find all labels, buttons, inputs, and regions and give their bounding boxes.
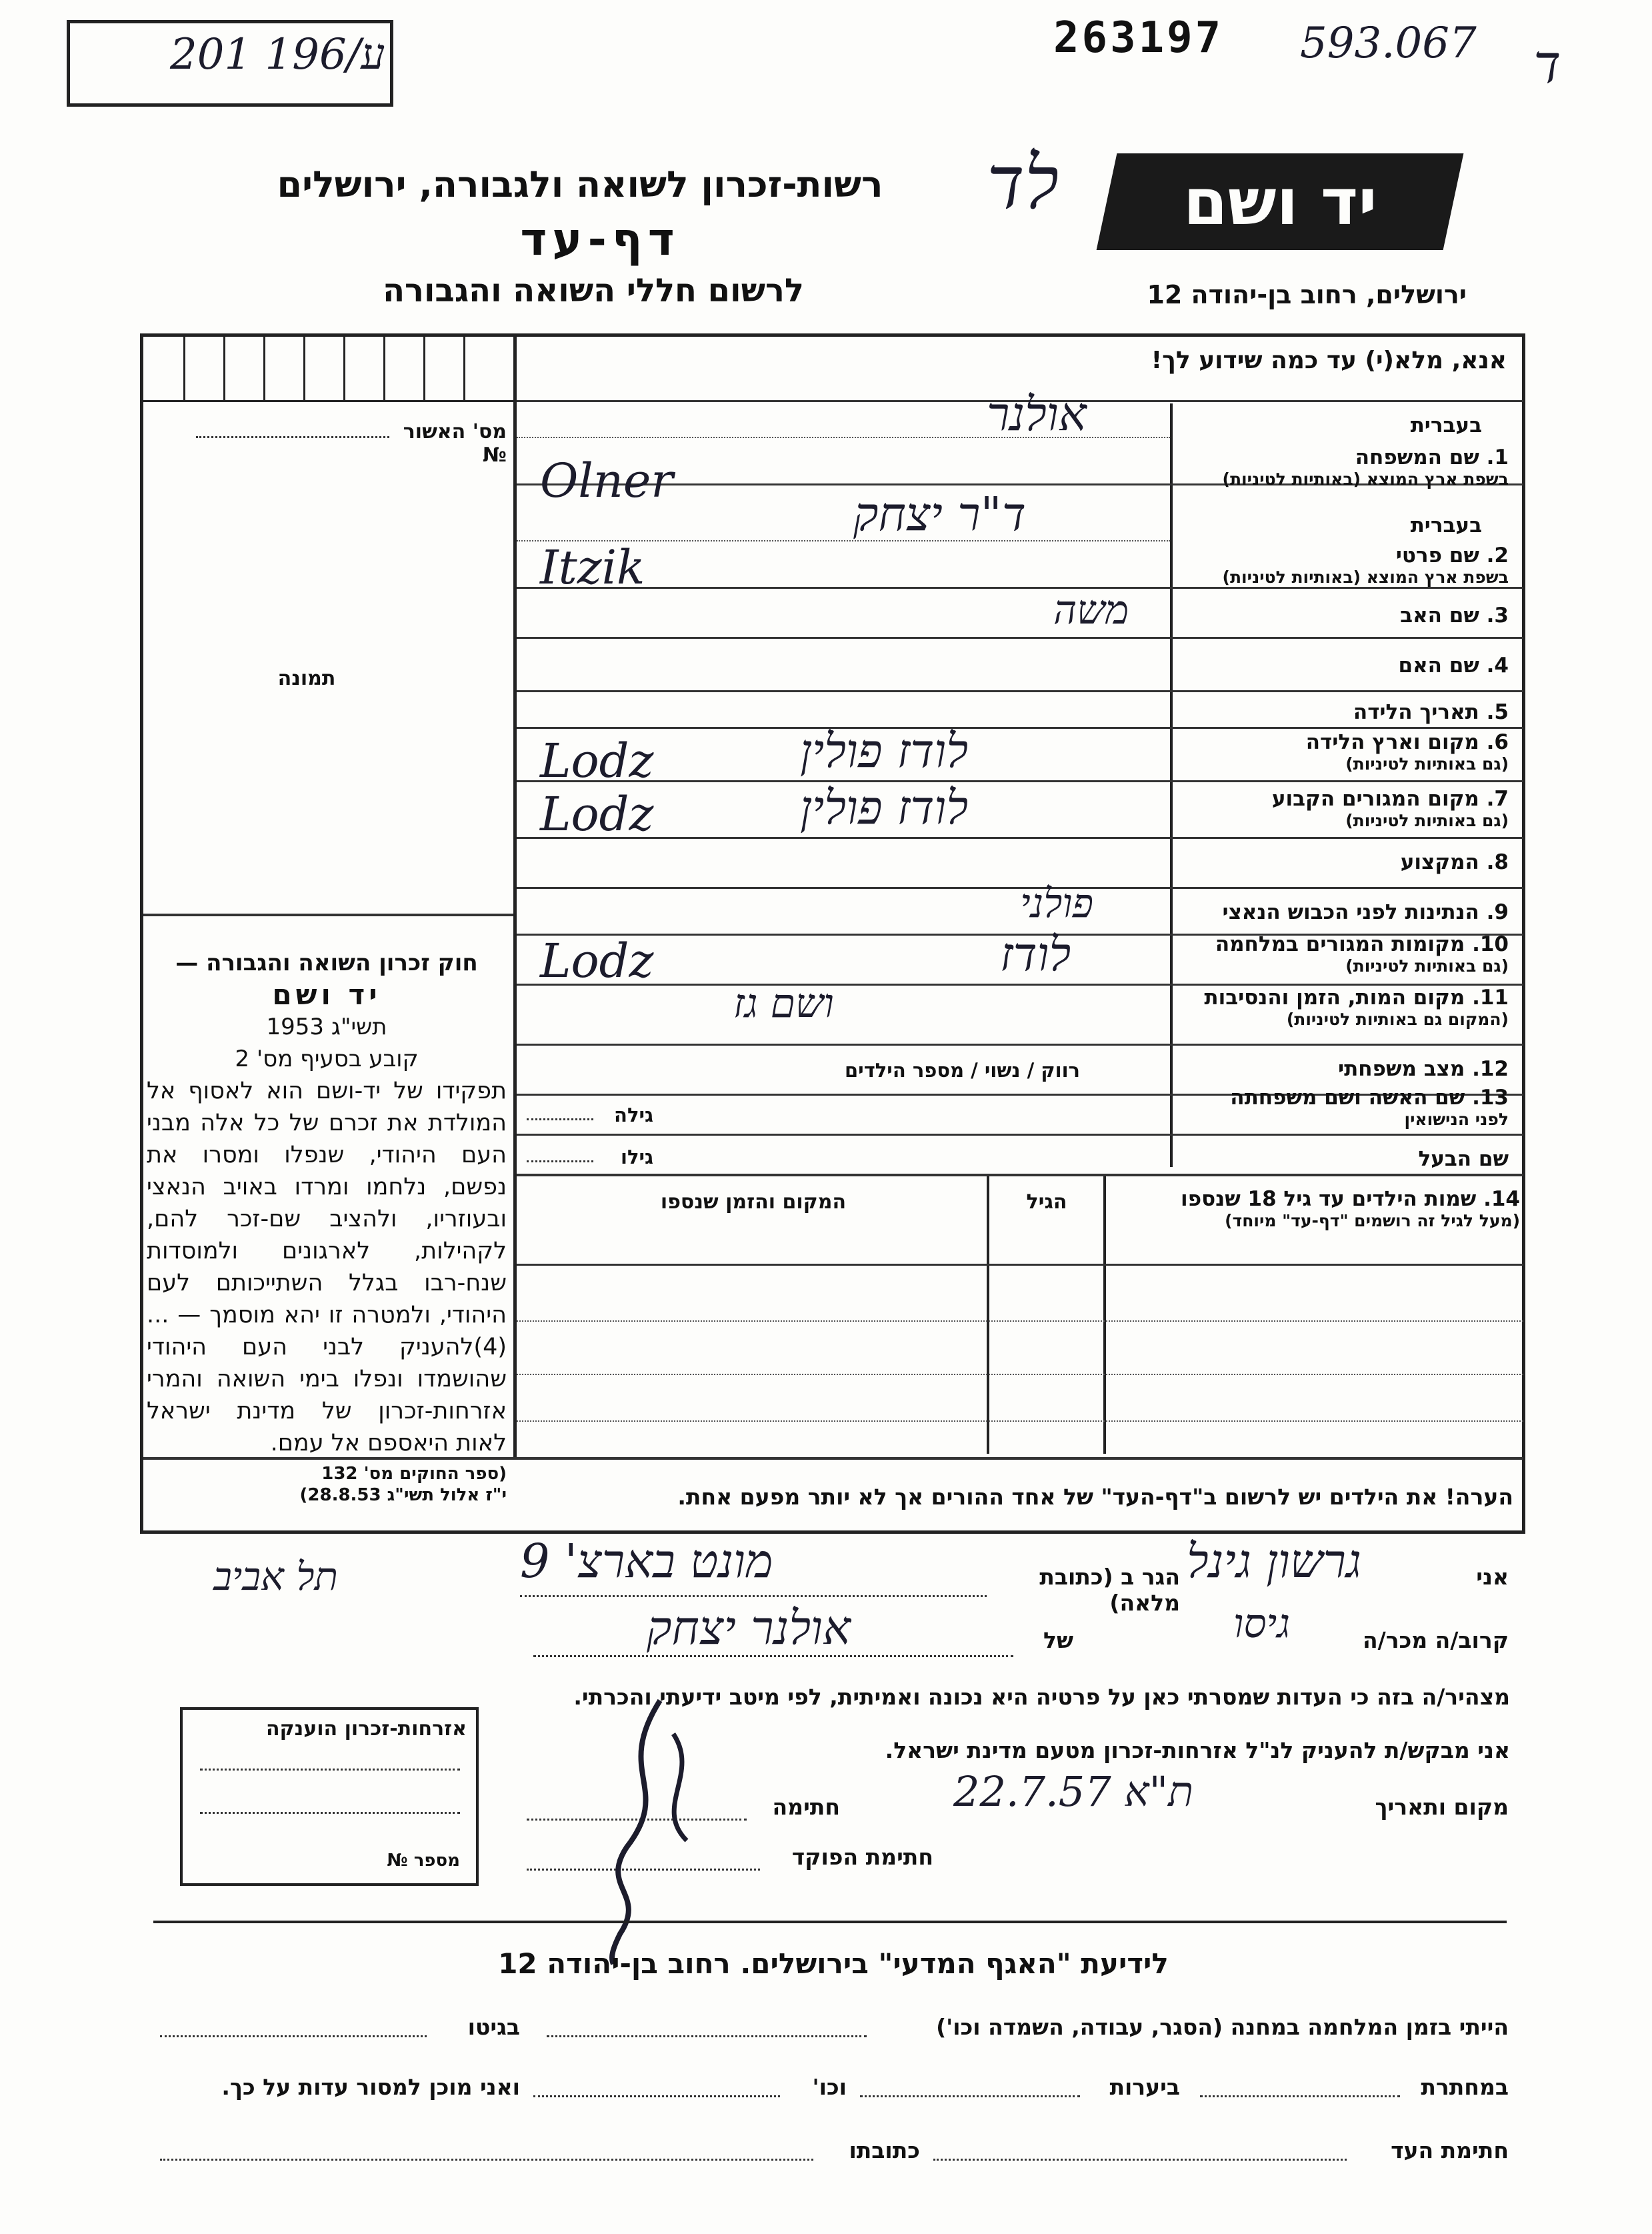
row-divider	[517, 837, 1523, 839]
registration-boxes	[143, 337, 513, 402]
field-2-latin-value[interactable]: Itzik	[540, 540, 645, 595]
field-3-num: 3.	[1486, 604, 1509, 628]
archive-number-handwritten: 593.067	[1300, 19, 1477, 68]
law-ref-line-2: י"ז אלול תשי"ג 28.8.53)	[299, 1485, 507, 1505]
field-6-label	[1306, 730, 1509, 774]
law-clause: קובע בסעיף מס' 2	[235, 1046, 419, 1072]
wife-age-dots	[527, 1117, 593, 1120]
logo-text: יד ושם	[1183, 164, 1377, 239]
field-3-text: שם האב	[1400, 604, 1479, 628]
field-7-text: מקום המגורים הקבוע	[1271, 787, 1479, 811]
husband-age-label: גילו	[621, 1146, 653, 1168]
cert-label: מס' האשור	[403, 420, 507, 443]
law-year: תשי"ג 1953	[266, 1014, 387, 1040]
left-panel-divider	[513, 333, 517, 1457]
reg-box-line	[423, 337, 425, 400]
archive-stamp-text: 201 196/ע	[170, 30, 385, 79]
children-age-column: הגיל	[1026, 1190, 1067, 1214]
children-place-column: המקום והזמן שנספו	[660, 1190, 847, 1214]
field-3-label	[1400, 604, 1509, 628]
reg-box-line	[223, 337, 225, 400]
decl-place-date-value[interactable]: ת"א 22.7.57	[953, 1767, 1193, 1816]
field-1-label	[1223, 445, 1509, 489]
decl-officer-label: חתימת הפוקד	[791, 1844, 933, 1870]
bottom-dots	[860, 2094, 1080, 2097]
field-10-label	[1215, 932, 1509, 976]
field-2-hebrew-tag: בעברית	[1410, 513, 1482, 537]
yad-vashem-logo	[1097, 153, 1464, 250]
field-6-text: מקום וארץ הלידה	[1305, 730, 1479, 754]
form-title: דף-עד	[520, 213, 680, 266]
archive-stamp	[67, 20, 393, 107]
field-12-num: 12.	[1472, 1057, 1509, 1081]
field-8-text: המקצוע	[1400, 850, 1479, 874]
field-1-latin-value[interactable]: Olner	[540, 453, 673, 508]
children-divider	[517, 1174, 1523, 1176]
field-10-num: 10.	[1472, 932, 1509, 956]
bottom-line1-a: הייתי בזמן המלחמה במחנה (הסגר, עבודה, השמדה וכו')	[936, 2014, 1509, 2040]
field-10-latin-value[interactable]: Lodz	[540, 934, 654, 988]
field-4-text: שם האם	[1398, 654, 1479, 678]
children-row-line	[517, 1264, 1523, 1266]
certificate-number	[160, 420, 507, 467]
archive-number: 263197	[1053, 13, 1224, 63]
label-column-divider	[1170, 403, 1173, 1167]
children-row-line	[517, 1320, 1523, 1324]
field-7-latin-value[interactable]: Lodz	[540, 787, 654, 842]
field-7-label	[1272, 787, 1509, 830]
org-address: ירושלים, רחוב בן-יהודה 12	[1147, 280, 1467, 309]
field-1-num: 1.	[1486, 445, 1509, 469]
bottom-dots	[1200, 2094, 1400, 2097]
field-1-hebrew-tag: בעברית	[1410, 413, 1482, 437]
decl-statement: מצהיר/ה בזה כי העדות שמסרתי כאן על פרטיה היא נכונה ואמיתית, לפי מיטב ידיעתי והכרתי.	[573, 1684, 1510, 1710]
law-title: חוק זכרון השואה והגבורה —	[175, 950, 478, 976]
bottom-line2-d: ואני מוכן למסור עדות על כך.	[221, 2074, 520, 2100]
field-6-latin-value[interactable]: Lodz	[540, 734, 654, 788]
field-2-label	[1223, 543, 1509, 587]
field-5-num: 5.	[1486, 700, 1509, 724]
decl-place-date-label: מקום ותאריך	[1375, 1794, 1509, 1820]
reg-box-line	[303, 337, 305, 400]
field-2-text: שם פרטי	[1395, 543, 1479, 568]
children-row-line	[517, 1420, 1523, 1424]
memorial-dots	[200, 1767, 460, 1771]
decl-residing-value[interactable]: מונט בארצ' 9	[520, 1534, 773, 1588]
bottom-dots	[533, 2094, 780, 2097]
row-divider	[517, 1044, 1523, 1046]
husband-age-dots	[527, 1159, 593, 1162]
residing-dots	[520, 1594, 987, 1597]
reg-box-line	[343, 337, 345, 400]
row-divider	[517, 727, 1523, 729]
law-text-block	[147, 947, 507, 1506]
field-1-text: שם המשפחה	[1355, 445, 1479, 469]
field-5-text: תאריך הלידה	[1353, 700, 1479, 724]
bottom-divider	[153, 1921, 1507, 1923]
bottom-line2-a: במחתרת	[1421, 2074, 1509, 2100]
decl-request: אני מבקש/ת להעניק לנ"ל אזרחות-זכרון מטעם מדינת ישראל.	[885, 1737, 1510, 1763]
cert-no-label: №	[482, 443, 507, 467]
memorial-title: אזרחות-זכרון הוענקה	[265, 1717, 467, 1741]
memorial-dots	[200, 1811, 460, 1814]
children-bottom-line	[143, 1457, 1523, 1460]
reg-box-line	[183, 337, 185, 400]
field-12-label	[1338, 1057, 1509, 1081]
cert-dots	[196, 436, 389, 438]
reg-box-line	[263, 337, 265, 400]
bottom-line3-a: חתימת העד	[1391, 2137, 1509, 2163]
decl-i-value[interactable]: גרשון גינל	[1187, 1534, 1362, 1588]
info-line: לידיעת "האגף המדעי" בירושלים. רחוב בן-יהודה 12	[498, 1947, 1169, 1980]
field-4-label	[1399, 654, 1509, 678]
field-11-text: מקום המות, הזמן והנסיבות	[1204, 986, 1465, 1010]
decl-margin-note: תל אביב	[213, 1554, 338, 1599]
field-11-num: 11.	[1472, 986, 1509, 1010]
law-logo: יד ושם	[272, 978, 381, 1011]
field-10-hebrew-value[interactable]: לודז	[1000, 927, 1071, 982]
field-1-sub: בשפת ארץ המוצא (באותיות לטיניות)	[1222, 469, 1509, 489]
law-ref-line-1: (ספר החוקים מס' 132	[321, 1464, 507, 1484]
field-1-hebrew-value[interactable]: אולנר	[987, 387, 1087, 441]
plea-text: אנא, מלא(י) עד כמה שידוע לך!	[1151, 347, 1507, 374]
field-8-label	[1401, 850, 1509, 874]
law-body: תפקידו של יד-ושם הוא לאסוף אל המולדת את זכרם של כל אלה מבני העם היהודי, שנפלו ומסרו את נפשם, נלחמו ומרדו באויב הנאצי ובעוזריו, ולהציב שם-זכר להם, לקהילות, לארגונים ולמוסדות שנח-רבו בגלל השתייכותם לעם היהודי, ולמטרה זו יהא מוסמך — ...(4)להעניק לבני העם היהודי שהושמדו ונפלו בימי השואה והמרי אזרחות-זכרון של מדינת ישראל לאות היאספם אל עמם.	[147, 1078, 507, 1456]
bottom-dots	[160, 2157, 813, 2161]
field-13-text: שם האשה ושם משפחתה	[1230, 1086, 1465, 1110]
field-9-value[interactable]: פולני	[1020, 880, 1094, 927]
field-12-text: מצב משפחתי	[1337, 1057, 1465, 1081]
field-6-hebrew-value[interactable]: לודז פולין	[800, 724, 969, 778]
row-divider	[517, 780, 1523, 782]
photo-label: תמונה	[277, 667, 336, 690]
row-divider	[517, 637, 1523, 639]
children-row-line	[517, 1374, 1523, 1377]
husband-label: שם הבעל	[1418, 1147, 1509, 1171]
children-note: הערה! את הילדים יש לרשום ב"דף-העד" של אחד ההורים אך לא יותר מפעם אחת.	[677, 1484, 1513, 1510]
children-header-title: 14. שמות הילדים עד גיל 18 שנספו	[1181, 1187, 1520, 1211]
of-dots	[533, 1654, 1013, 1657]
wife-age-label: גילה	[614, 1104, 653, 1126]
field-10-sub: (גם באותיות לטיניות)	[1345, 956, 1509, 976]
field-13-label	[1230, 1086, 1509, 1129]
children-header	[1120, 1187, 1520, 1230]
field-2-num: 2.	[1486, 543, 1509, 568]
decl-of-label: של	[1043, 1627, 1073, 1653]
field-13-sub: לפני הנישואין	[1404, 1110, 1509, 1129]
reg-box-line	[383, 337, 385, 400]
witness-signature	[573, 1694, 733, 1967]
children-age-divider	[987, 1174, 989, 1454]
field-13-num: 13.	[1472, 1086, 1509, 1110]
law-reference	[147, 1463, 507, 1506]
bottom-dots	[547, 2034, 867, 2037]
corner-mark: ד	[1533, 33, 1561, 95]
field-7-hebrew-value[interactable]: לודז פולין	[800, 780, 969, 835]
field-5-label	[1353, 700, 1509, 724]
form-subtitle: לרשום חללי השואה והגבורה	[383, 272, 804, 309]
memorial-number: מספר №	[387, 1851, 460, 1871]
field-6-sub: (גם באותיות לטיניות)	[1345, 754, 1509, 774]
field-10-text: מקומות המגורים במלחמה	[1215, 932, 1465, 956]
handwritten-mark: לד	[987, 140, 1059, 225]
field-7-num: 7.	[1486, 787, 1509, 811]
row-divider	[517, 1134, 1523, 1136]
row-divider	[517, 690, 1523, 692]
field-11-label	[1204, 986, 1509, 1029]
children-header-sub: (מעל לגיל זה רושמים "דף-עד" מיוחד)	[1225, 1211, 1520, 1230]
org-name: רשות-זכרון לשואה ולגבורה, ירושלים	[277, 163, 883, 205]
bottom-line2-b: ביערות	[1109, 2074, 1180, 2100]
bottom-dots	[933, 2157, 1347, 2161]
decl-signature-label: חתימה	[772, 1794, 840, 1820]
field-3-value[interactable]: משה	[1053, 587, 1129, 634]
field-4-num: 4.	[1486, 654, 1509, 678]
decl-relation-value[interactable]: גיסו	[1233, 1600, 1291, 1647]
field-6-num: 6.	[1486, 730, 1509, 754]
bottom-line2-c: וכו'	[812, 2074, 847, 2100]
decl-residing-label: הגר ב (כתובת מלאה)	[1039, 1564, 1180, 1616]
field-9-num: 9.	[1486, 900, 1509, 924]
decl-i-label: אני	[1476, 1564, 1509, 1590]
bottom-line1-b: בגיטו	[467, 2014, 520, 2040]
field-11-sub: (המקום גם באותיות לטיניות)	[1286, 1010, 1509, 1029]
children-name-divider	[1103, 1174, 1106, 1454]
reg-box-line	[463, 337, 465, 400]
bottom-dots	[160, 2034, 427, 2037]
decl-of-value[interactable]: אולנר יצחק	[647, 1600, 851, 1655]
field-8-num: 8.	[1486, 850, 1509, 874]
decl-relation-label: קרוב/ה מכר/ה	[1363, 1627, 1509, 1653]
photo-divider	[143, 914, 513, 916]
field-12-options: רווק / נשוי / מספר הילדים	[844, 1059, 1080, 1082]
field-2-sub: בשפת ארץ המוצא (באותיות לטיניות)	[1222, 568, 1509, 587]
row-divider	[517, 587, 1523, 589]
field-7-sub: (גם באותיות לטיניות)	[1345, 811, 1509, 830]
field-2-hebrew-value[interactable]: ד"ר יצחק	[853, 487, 1026, 541]
field-9-text: הנתינות לפני הכבוש הנאצי	[1222, 900, 1479, 924]
field-11-value[interactable]: ושם גז	[733, 980, 834, 1027]
bottom-line3-b: כתובתו	[849, 2137, 920, 2163]
field-9-label	[1222, 900, 1509, 924]
